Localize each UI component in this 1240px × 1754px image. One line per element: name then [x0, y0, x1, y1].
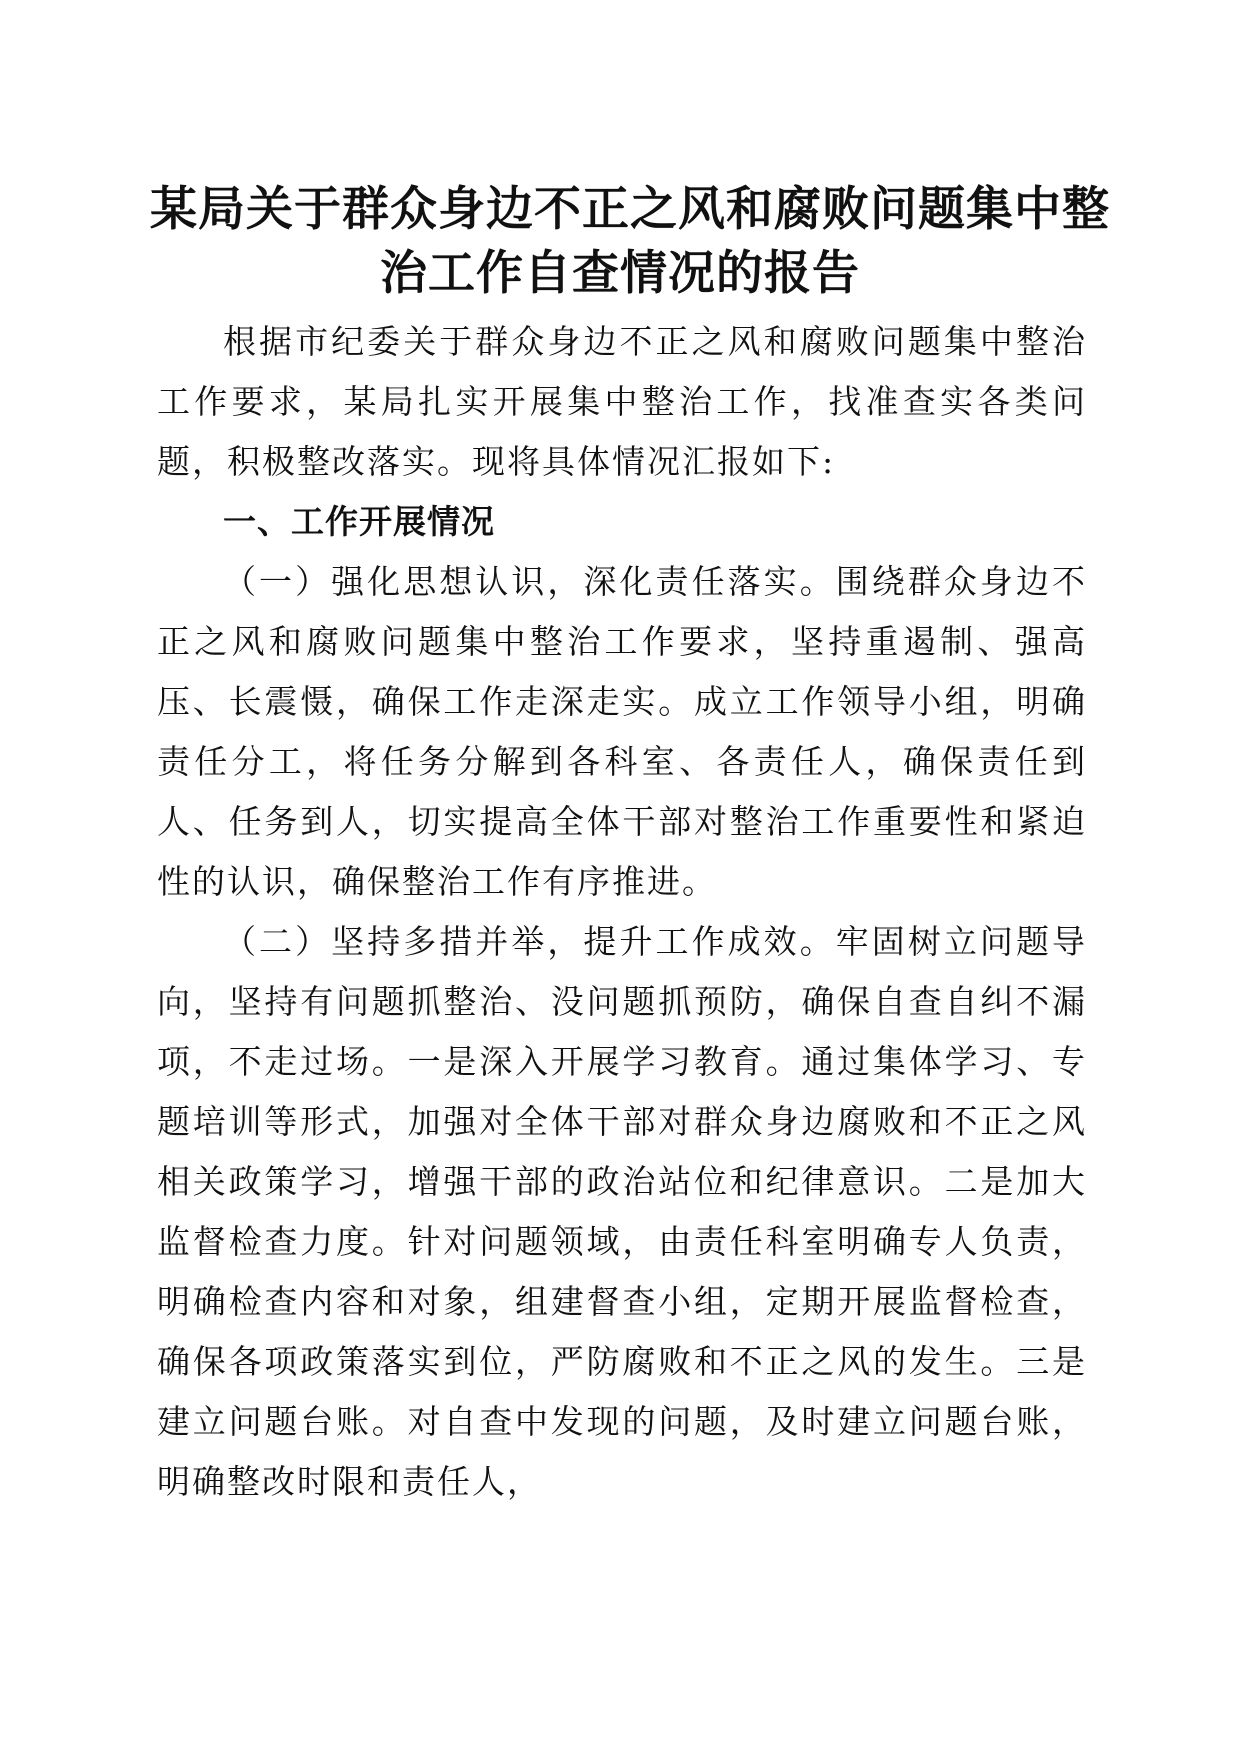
document-body: [157, 312, 1087, 1512]
document-title: [150, 178, 1110, 306]
title-line-1: 某局关于群众身边不正之风和腐败问题集中整: [150, 182, 1110, 237]
paragraph-2: （二）坚持多措并举，提升工作成效。牢固树立问题导向，坚持有问题抓整治、没问题抓预防，确保自查自纠不漏项，不走过场。一是深入开展学习教育。通过集体学习、专题培训等形式，加强对全体干部对群众身边腐败和不正之风相关政策学习，增强干部的政治站位和纪律意识。二是加大监督检查力度。针对问题领域，由责任科室明确专人负责，明确检查内容和对象，组建督查小组，定期开展监督检查，确保各项政策落实到位，严防腐败和不正之风的发生。三是建立问题台账。对自查中发现的问题，及时建立问题台账，明确整改时限和责任人，: [157, 922, 1087, 1501]
paragraph-1: （一）强化思想认识，深化责任落实。围绕群众身边不正之风和腐败问题集中整治工作要求，坚持重遏制、强高压、长震慑，确保工作走深走实。成立工作领导小组，明确责任分工，将任务分解到各科室、各责任人，确保责任到人、任务到人，切实提高全体干部对整治工作重要性和紧迫性的认识，确保整治工作有序推进。: [157, 562, 1087, 901]
title-line-2: 治工作自查情况的报告: [380, 246, 860, 301]
section-heading: 一、工作开展情况: [223, 502, 495, 541]
intro-paragraph: 根据市纪委关于群众身边不正之风和腐败问题集中整治工作要求，某局扎实开展集中整治工作，找准查实各类问题，积极整改落实。现将具体情况汇报如下:: [157, 322, 1087, 481]
